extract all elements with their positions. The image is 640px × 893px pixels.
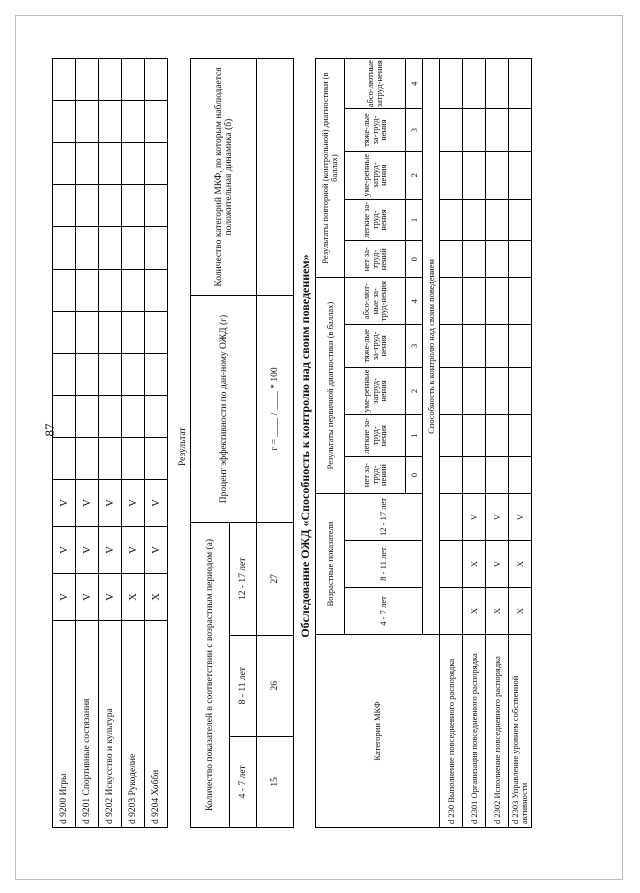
row-label: d 9200 Игры (53, 621, 76, 828)
mark-cell: V (99, 527, 122, 574)
row-label: d 230 Выполнение повседневного распорядка (440, 635, 463, 828)
mark-cell (440, 588, 463, 635)
result-table (190, 58, 294, 828)
empty-cell (486, 325, 509, 367)
empty-cell (122, 353, 145, 395)
score-cell: 4 (406, 278, 423, 325)
mark-cell: V (509, 494, 532, 541)
empty-cell (76, 101, 99, 143)
empty-cell (463, 199, 486, 241)
empty-cell (145, 185, 168, 227)
section-title: Обследование ОЖД «Способность к контролю над своим поведением» (298, 254, 312, 638)
empty-cell (145, 59, 168, 101)
empty-cell (440, 367, 463, 415)
empty-cell (53, 143, 76, 185)
table-row (53, 59, 76, 828)
age-group-cell: 12 - 17 лет (230, 523, 257, 636)
row-label: d 2301 Организация повседневного распорядка (463, 635, 486, 828)
empty-cell (99, 59, 122, 101)
empty-cell (145, 311, 168, 353)
table-row (145, 59, 168, 828)
empty-cell (122, 395, 145, 437)
mark-cell: V (99, 480, 122, 527)
mark-cell: V (122, 527, 145, 574)
table-row (122, 59, 145, 828)
percent-formula: г = ____ / ____ * 100 (257, 296, 294, 523)
score-cell: 0 (406, 241, 423, 278)
primary-header: Результаты первичной диагностики (в баллах) (316, 278, 345, 494)
mark-cell (440, 494, 463, 541)
empty-cell (122, 227, 145, 269)
mark-cell: X (145, 574, 168, 621)
empty-cell (145, 227, 168, 269)
mark-cell: V (463, 494, 486, 541)
dynamics-header: Количество категорий МКФ, по которым наблюдается положительная динамика (б) (191, 59, 257, 296)
empty-cell (76, 269, 99, 311)
row-label: d 9202 Искусство и культура (99, 621, 122, 828)
empty-cell (76, 395, 99, 437)
mark-cell: V (99, 574, 122, 621)
difficulty-level: тяже-лые за-труд-нения (345, 109, 406, 151)
empty-cell (99, 269, 122, 311)
empty-cell (53, 395, 76, 437)
repeat-header: Результаты повторной (контрольной) диагностики (в баллах) (316, 59, 345, 278)
mark-cell: X (463, 588, 486, 635)
empty-cell (440, 325, 463, 367)
difficulty-level: уме-ренные затруд-нения (345, 151, 406, 199)
empty-cell (76, 353, 99, 395)
age-header: Возрастные показатели (316, 494, 345, 635)
empty-cell (486, 109, 509, 151)
empty-cell (122, 437, 145, 479)
rotated-page-content (40, 46, 600, 846)
empty-cell (463, 241, 486, 278)
age-group-cell: 4 - 7 лет (230, 736, 257, 827)
count-cell: 15 (257, 736, 294, 827)
empty-cell (53, 437, 76, 479)
empty-cell (440, 59, 463, 109)
age-group-cell: 4 - 7 лет (345, 588, 423, 635)
score-cell: 3 (406, 325, 423, 367)
empty-cell (486, 241, 509, 278)
mark-cell: V (486, 541, 509, 588)
empty-cell (122, 59, 145, 101)
row-label: d 9201 Спортивные состязания (76, 621, 99, 828)
empty-cell (76, 143, 99, 185)
mark-cell: X (122, 574, 145, 621)
empty-cell (99, 101, 122, 143)
empty-cell (463, 109, 486, 151)
empty-cell (463, 367, 486, 415)
empty-cell (463, 278, 486, 325)
empty-cell (99, 311, 122, 353)
empty-cell (99, 437, 122, 479)
age-group-cell: 8 - 11 лет (345, 541, 423, 588)
empty-cell (486, 151, 509, 199)
mark-cell: V (76, 574, 99, 621)
score-cell: 1 (406, 199, 423, 241)
row-label: d 9204 Хобби (145, 621, 168, 828)
empty-cell (440, 457, 463, 494)
empty-cell (145, 101, 168, 143)
empty-cell (440, 415, 463, 457)
empty-cell (145, 437, 168, 479)
empty-cell (509, 199, 532, 241)
row-label: d 2303 Управление уровнем собственной активности (509, 635, 532, 828)
score-cell: 1 (406, 415, 423, 457)
empty-cell (509, 415, 532, 457)
empty-cell (145, 143, 168, 185)
empty-cell (509, 367, 532, 415)
page-number: 87 (42, 423, 57, 437)
empty-cell (463, 151, 486, 199)
empty-cell (486, 199, 509, 241)
table-row (463, 59, 486, 828)
score-cell: 2 (406, 151, 423, 199)
empty-cell (509, 457, 532, 494)
mark-cell: V (53, 480, 76, 527)
difficulty-level: уме-ренные затруд-нения (345, 367, 406, 415)
empty-cell (76, 59, 99, 101)
empty-cell (53, 311, 76, 353)
score-cell: 0 (406, 457, 423, 494)
empty-cell (122, 185, 145, 227)
empty-cell (440, 151, 463, 199)
empty-cell (509, 278, 532, 325)
empty-cell (53, 101, 76, 143)
empty-cell (440, 278, 463, 325)
empty-cell (440, 109, 463, 151)
table-row (191, 59, 230, 828)
empty-cell (99, 185, 122, 227)
row-label: d 2302 Исполнение повседневного распорядка (486, 635, 509, 828)
empty-cell (99, 395, 122, 437)
score-cell: 3 (406, 109, 423, 151)
survey-subheading: Способность к контролю над своим поведением (423, 59, 440, 635)
dynamics-cell (257, 59, 294, 296)
empty-cell (122, 101, 145, 143)
empty-cell (145, 395, 168, 437)
difficulty-level: нет за-труд-нений (345, 457, 406, 494)
percent-header: Процент эффективности по дан-ному ОЖД (г) (191, 296, 257, 523)
difficulty-level: легкие за-труд-нения (345, 199, 406, 241)
row-label: d 9203 Рукоделие (122, 621, 145, 828)
count-header: Количество показателей в соответствии с возрастным периодом (а) (191, 523, 230, 828)
category-header: Категории МКФ (316, 635, 440, 828)
difficulty-level: абсо-лютные затруд-нения (345, 59, 406, 109)
empty-cell (76, 311, 99, 353)
empty-cell (463, 415, 486, 457)
difficulty-level: тяже-лые за-труд-нения (345, 325, 406, 367)
empty-cell (486, 59, 509, 109)
mark-cell: X (509, 588, 532, 635)
score-cell: 4 (406, 59, 423, 109)
empty-cell (76, 437, 99, 479)
empty-cell (440, 199, 463, 241)
age-group-cell: 12 - 17 лет (345, 494, 423, 541)
difficulty-level: абсо-лют-ные за-труд-нения (345, 278, 406, 325)
empty-cell (53, 353, 76, 395)
table-row (99, 59, 122, 828)
empty-cell (53, 269, 76, 311)
mark-cell: V (53, 527, 76, 574)
difficulty-level: легкие за-труд-нения (345, 415, 406, 457)
mark-cell: X (463, 541, 486, 588)
empty-cell (509, 241, 532, 278)
empty-cell (509, 325, 532, 367)
empty-cell (53, 185, 76, 227)
age-group-cell: 8 - 11 лет (230, 635, 257, 736)
empty-cell (486, 415, 509, 457)
empty-cell (463, 457, 486, 494)
result-caption: Результат (178, 427, 188, 466)
mark-cell: V (53, 574, 76, 621)
activities-table (52, 58, 168, 828)
empty-cell (99, 353, 122, 395)
table-row (509, 59, 532, 828)
empty-cell (53, 59, 76, 101)
mark-cell: V (145, 480, 168, 527)
mark-cell: V (76, 480, 99, 527)
empty-cell (486, 278, 509, 325)
table-row (257, 59, 294, 828)
empty-cell (509, 109, 532, 151)
table-row (440, 59, 463, 828)
table-row (486, 59, 509, 828)
empty-cell (509, 59, 532, 109)
mark-cell (440, 541, 463, 588)
empty-cell (509, 151, 532, 199)
empty-cell (145, 269, 168, 311)
empty-cell (53, 227, 76, 269)
mark-cell: V (122, 480, 145, 527)
empty-cell (463, 325, 486, 367)
empty-cell (76, 227, 99, 269)
table-row (76, 59, 99, 828)
empty-cell (145, 353, 168, 395)
empty-cell (486, 367, 509, 415)
mark-cell: X (486, 588, 509, 635)
difficulty-level: нет за-труд-нений (345, 241, 406, 278)
empty-cell (440, 241, 463, 278)
score-cell: 2 (406, 367, 423, 415)
survey-table (315, 58, 532, 828)
empty-cell (99, 227, 122, 269)
empty-cell (76, 185, 99, 227)
mark-cell: V (145, 527, 168, 574)
empty-cell (99, 143, 122, 185)
empty-cell (122, 269, 145, 311)
count-cell: 27 (257, 523, 294, 636)
empty-cell (122, 311, 145, 353)
empty-cell (122, 143, 145, 185)
mark-cell: V (486, 494, 509, 541)
mark-cell: V (76, 527, 99, 574)
empty-cell (463, 59, 486, 109)
count-cell: 26 (257, 635, 294, 736)
table-row (316, 59, 345, 828)
empty-cell (486, 457, 509, 494)
mark-cell: X (509, 541, 532, 588)
